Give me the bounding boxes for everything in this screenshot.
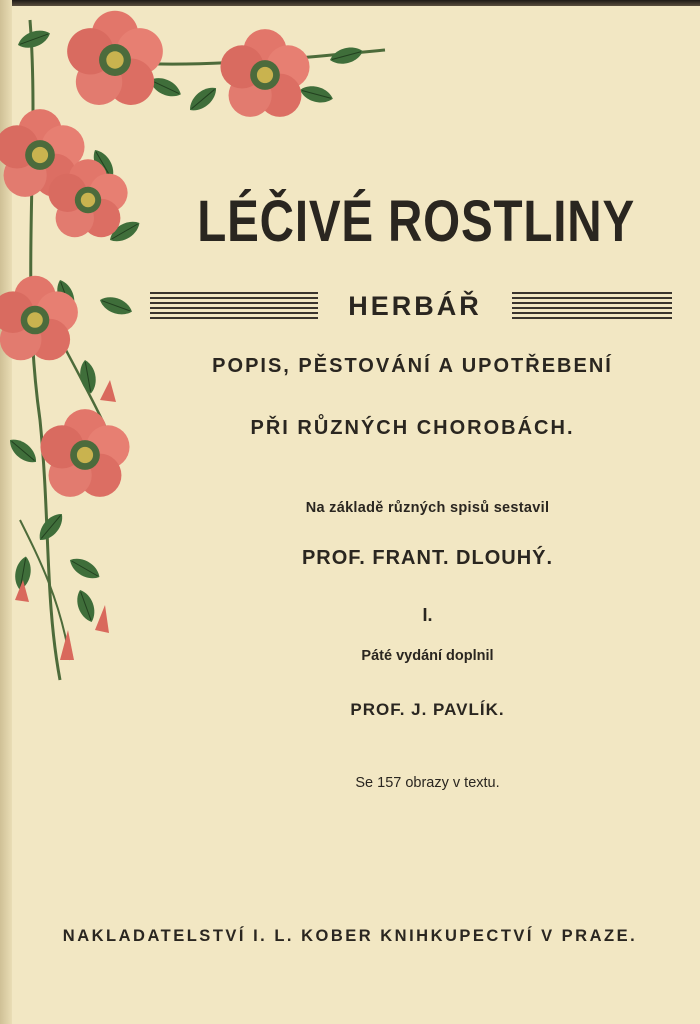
edition-note: Páté vydání doplnil xyxy=(361,648,494,664)
description-line-1: POPIS, PĚSTOVÁNÍ A UPOTŘEBENÍ xyxy=(212,355,613,377)
book-subtitle: HERBÁŘ xyxy=(348,291,482,321)
basis-note: Na základě různých spisů sestavil xyxy=(305,500,550,516)
description-line-2: PŘI RŮZNÝCH CHOROBÁCH. xyxy=(250,417,575,439)
left-rule xyxy=(150,292,318,328)
volume-number: I. xyxy=(422,605,433,625)
floral-decoration xyxy=(0,0,420,700)
author-name: PROF. FRANT. DLOUHÝ. xyxy=(301,547,554,569)
editor-name: PROF. J. PAVLÍK. xyxy=(350,700,505,719)
illustrations-note: Se 157 obrazy v textu. xyxy=(355,775,500,791)
right-rule xyxy=(512,292,672,328)
book-title: LÉČIVÉ ROSTLINY xyxy=(197,189,635,254)
publisher-line: NAKLADATELSTVÍ I. L. KOBER KNIHKUPECTVÍ V PRAZE. xyxy=(62,927,638,945)
